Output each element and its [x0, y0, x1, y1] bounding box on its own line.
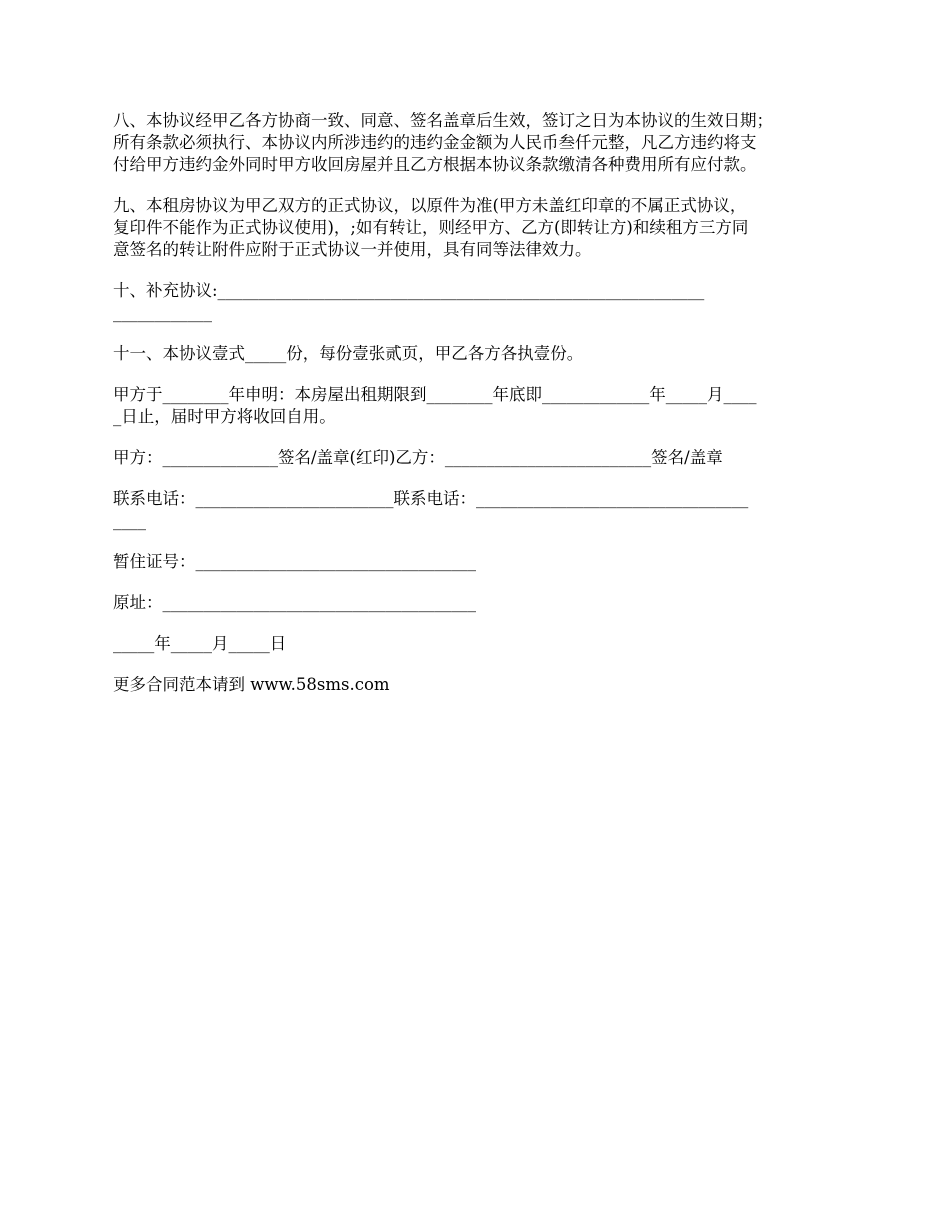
date-line [113, 633, 843, 655]
clause-8-line-2: 所有条款必须执行、本协议内所涉违约的违约金金额为人民币叁仟元整，凡乙方违约将支 [113, 133, 757, 152]
phones [113, 488, 843, 532]
clause-8-line-3: 付给甲方违约金外同时甲方收回房屋并且乙方根据本协议条款缴清各种费用所有应付款。 [113, 155, 757, 174]
original-address [113, 592, 843, 614]
clause-10 [113, 280, 843, 324]
declaration-line-2: _日止，届时甲方将收回自用。 [113, 407, 336, 426]
original-address-line: 原址：______________________________________ [113, 593, 476, 612]
clause-8-line-1: 八、本协议经甲乙各方协商一致、同意、签名盖章后生效，签订之日为本协议的生效日期； [113, 111, 773, 130]
footer-text: 更多合同范本请到 www.58sms.com [113, 675, 390, 694]
clause-10-line-1: 十、补充协议:___________________________________________________________ [113, 281, 705, 300]
document-page [113, 110, 843, 715]
declaration [113, 384, 843, 428]
residence-permit [113, 551, 843, 573]
clause-11-line: 十一、本协议壹式_____份，每份壹张贰页，甲乙各方各执壹份。 [113, 344, 584, 363]
phones-line-2: ____ [113, 511, 146, 530]
footer-note [113, 674, 843, 696]
clause-10-line-2: ____________ [113, 303, 212, 322]
signatures [113, 447, 843, 469]
signatures-line: 甲方：______________签名/盖章(红印)乙方：_________________________签名/盖章 [113, 448, 723, 467]
clause-9-line-1: 九、本租房协议为甲乙双方的正式协议，以原件为准(甲方未盖红印章的不属正式协议， [113, 196, 747, 215]
date-line-text: _____年_____月_____日 [113, 634, 287, 653]
clause-9 [113, 195, 843, 261]
phones-line-1: 联系电话：________________________联系电话：_________________________________ [113, 489, 749, 508]
residence-permit-line: 暂住证号：__________________________________ [113, 552, 476, 571]
clause-9-line-3: 意签名的转让附件应附于正式协议一并使用，具有同等法律效力。 [113, 240, 592, 259]
clause-8 [113, 110, 843, 176]
clause-9-line-2: 复印件不能作为正式协议使用)，;如有转让，则经甲方、乙方(即转让方)和续租方三方同 [113, 218, 749, 237]
clause-11 [113, 343, 843, 365]
declaration-line-1: 甲方于________年申明：本房屋出租期限到________年底即_____________年_____月____ [113, 385, 757, 404]
